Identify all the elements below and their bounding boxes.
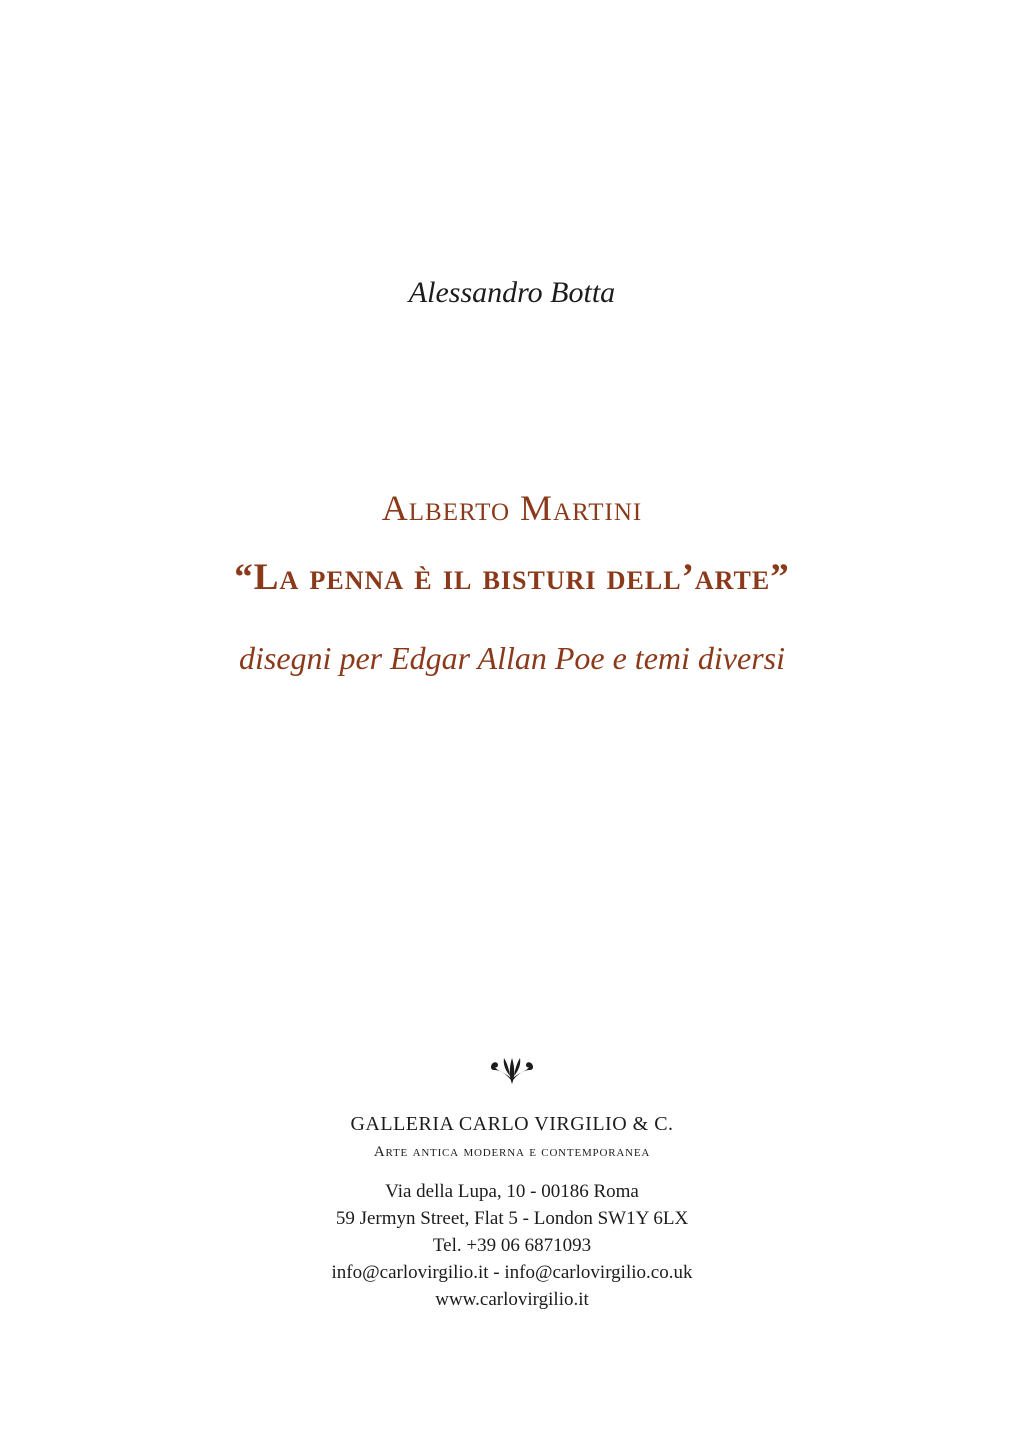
phone-number: Tel. +39 06 6871093 [432, 1235, 592, 1256]
fleuron-icon [490, 1050, 534, 1086]
email-addresses: info@carlovirgilio.it - info@carlovirgilio.co.uk [331, 1262, 693, 1283]
book-tagline: disegni per Edgar Allan Poe e temi diversi [239, 640, 785, 676]
gallery-name: GALLERIA CARLO VIRGILIO & C. [350, 1113, 674, 1135]
book-title: Alberto Martini [381, 488, 643, 528]
address-london: 59 Jermyn Street, Flat 5 - London SW1Y 6LX [335, 1208, 689, 1229]
author-name: Alessandro Botta [408, 276, 616, 309]
gallery-tagline: Arte antica moderna e contemporanea [373, 1144, 651, 1160]
book-subtitle: “La penna è il bisturi dell’arte” [234, 557, 790, 598]
website-url: www.carlovirgilio.it [435, 1289, 589, 1310]
address-rome: Via della Lupa, 10 - 00186 Roma [385, 1181, 639, 1202]
